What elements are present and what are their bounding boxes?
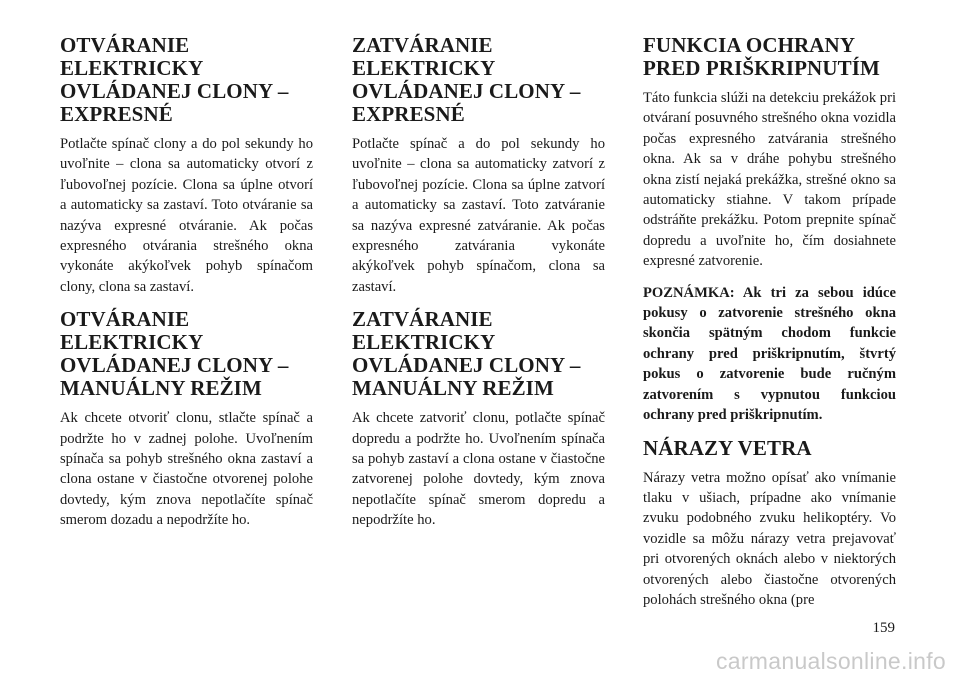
page-number: 159 [872, 620, 895, 636]
column-2 [352, 34, 605, 542]
column-1 [60, 34, 313, 542]
watermark: carmanualsonline.info [715, 648, 946, 674]
heading-close-express: ZATVÁRANIE ELEKTRICKY OVLÁDANEJ CLONY – EXPRESNÉ [352, 33, 581, 126]
heading-wind-buffeting: NÁRAZY VETRA [643, 435, 812, 460]
paragraph-open-express: Potlačte spínač clony a do pol sekundy ho uvoľnite – clona sa automaticky otvorí z ľubovoľnej pozície. Clona sa úplne otvorí a automaticky sa zastaví. Toto otváranie sa nazýva expresné otváranie. Ak počas expresného otvárania strešného okna vykonáte akýkoľvek pohyb spínačom clony, clona sa zastaví. [60, 136, 313, 295]
heading-pinch-protection: FUNKCIA OCHRANY PRED PRIŠKRIPNUTÍM [643, 33, 880, 80]
heading-close-manual: ZATVÁRANIE ELEKTRICKY OVLÁDANEJ CLONY – MANUÁLNY REŽIM [352, 307, 581, 401]
section-wind-buffeting [643, 437, 896, 611]
heading-open-manual: OTVÁRANIE ELEKTRICKY OVLÁDANEJ CLONY – MANUÁLNY REŽIM [60, 307, 289, 401]
section-open-express [60, 34, 313, 297]
section-close-manual [352, 308, 605, 530]
paragraph-open-manual: Ak chcete otvoriť clonu, stlačte spínač a podržte ho v zadnej polohe. Uvoľnením spínača sa pohyb strešného okna zastaví a clona ostane v čiastočne otvorenej polohe dovtedy, kým znova nepotlačíte spínač smerom dozadu a nepodržíte ho. [60, 410, 313, 529]
section-pinch-protection [643, 34, 896, 426]
column-3 [643, 34, 896, 621]
note-pinch-protection: POZNÁMKA: Ak tri za sebou idúce pokusy o zatvorenie strešného okna skončia spätným chodom funkcie ochrany pred priškripnutím, štvrtý pokus o zatvorenie bude ručným zatvorením s vypnutou funkciou ochrany pred priškripnutím. [643, 284, 896, 424]
paragraph-pinch-protection: Táto funkcia slúži na detekciu prekážok pri otváraní posuvného strešného okna vozidla počas expresného zatvárania strešného okna. Ak sa v dráhe pohybu strešného okna zistí nejaká prekážka, strešné okno sa automaticky stiahne. V takom prípade odstráňte prekážku. Potom prepnite spínač dopredu a uvoľnite ho, čím dosiahnete expresné zatvorenie. [643, 90, 896, 270]
paragraph-close-manual: Ak chcete zatvoriť clonu, potlačte spínač dopredu a podržte ho. Uvoľnením spínača sa pohyb zastaví a clona ostane v čiastočne zatvorenej polohe dovtedy, kým znova nepotlačíte spínač smerom dopredu a nepodržíte ho. [352, 410, 605, 529]
heading-open-express: OTVÁRANIE ELEKTRICKY OVLÁDANEJ CLONY – EXPRESNÉ [60, 33, 289, 126]
paragraph-wind-buffeting: Nárazy vetra možno opísať ako vnímanie tlaku v ušiach, prípadne ako vnímanie zvuku podobného zvuku helikoptéry. Vo vozidle sa môžu nárazy vetra prejavovať pri otvorených oknách alebo v niektorých otvorených alebo čiastočne otvorených polohách strešného okna (pre [643, 469, 896, 608]
section-close-express [352, 34, 605, 297]
paragraph-close-express: Potlačte spínač a do pol sekundy ho uvoľnite – clona sa automaticky zatvorí z ľubovoľnej pozície. Clona sa úplne zatvorí a automaticky sa zastaví. Toto zatváranie sa nazýva expresné zatváranie. Ak počas expresného zatvárania vykonáte akýkoľvek pohyb spínačom, clona sa zastaví. [352, 136, 605, 295]
section-open-manual [60, 308, 313, 530]
